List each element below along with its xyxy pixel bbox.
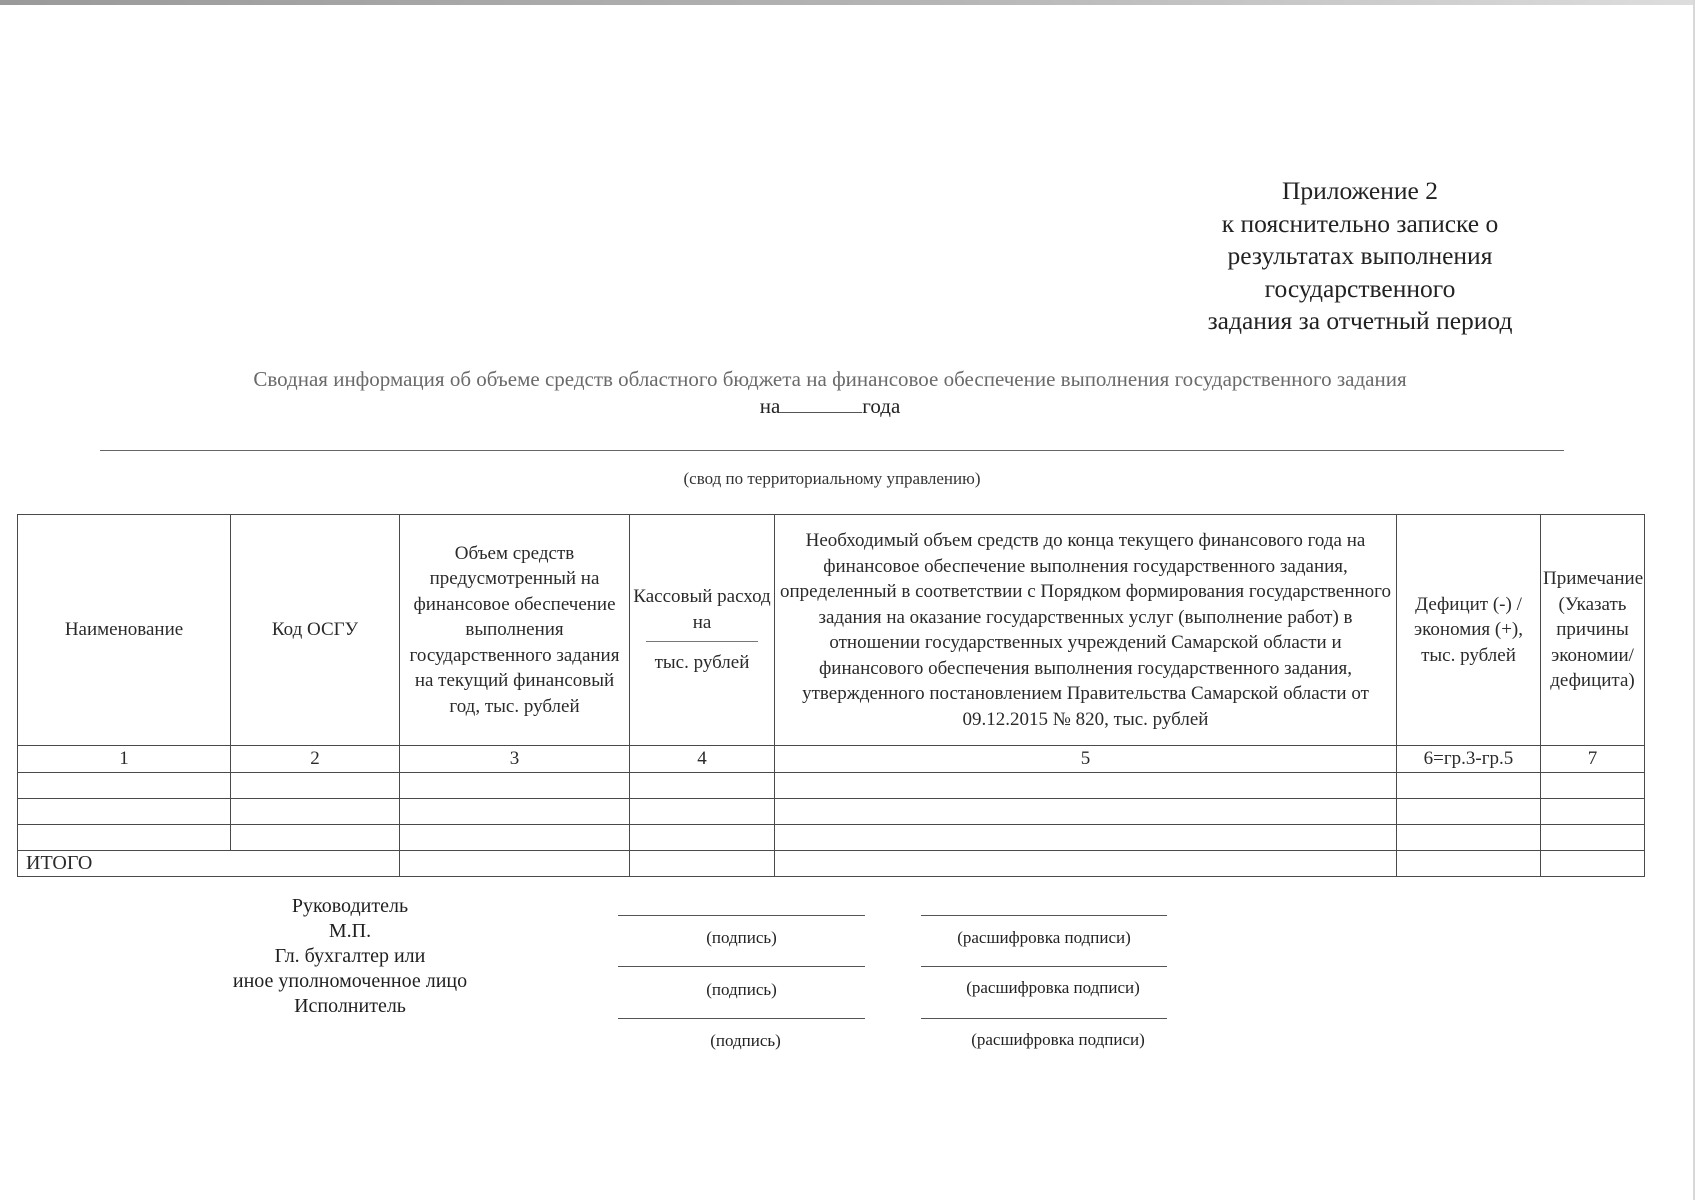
signature-caption: (подпись) (706, 980, 777, 999)
col-number: 1 (18, 746, 231, 773)
report-table (17, 514, 1645, 877)
col-number: 7 (1541, 746, 1645, 773)
column-number-row (18, 746, 1645, 773)
table-cell[interactable] (775, 850, 1397, 877)
signature-line[interactable] (618, 966, 865, 967)
col-number: 2 (231, 746, 400, 773)
decode-caption: (расшифровка подписи) (957, 928, 1131, 947)
col-header-deficit: Дефицит (-) / экономия (+), тыс. рублей (1397, 515, 1541, 746)
total-row (18, 850, 1645, 877)
role-head: Руководитель (291, 895, 409, 917)
table-cell[interactable] (18, 798, 231, 824)
signature-caption: (подпись) (710, 1031, 781, 1050)
signature-line[interactable] (618, 1018, 865, 1019)
table-cell[interactable] (231, 798, 400, 824)
col-number: 3 (400, 746, 630, 773)
table-cell[interactable] (630, 824, 775, 850)
signature-line[interactable] (618, 915, 865, 916)
role-stamp: М.П. (328, 920, 372, 942)
table-header-row (18, 515, 1645, 746)
table-cell[interactable] (231, 824, 400, 850)
cash-header-top: Кассовый расход на (633, 586, 771, 633)
table-cell[interactable] (1397, 798, 1541, 824)
table-cell[interactable] (400, 772, 630, 798)
table-cell[interactable] (18, 772, 231, 798)
col-number: 5 (775, 746, 1397, 773)
table-row (18, 824, 1645, 850)
table-cell[interactable] (1541, 772, 1645, 798)
heading-suffix: года (862, 394, 901, 418)
role-chief-accountant: Гл. бухгалтер или (274, 945, 426, 967)
table-cell[interactable] (18, 824, 231, 850)
heading-line: Сводная информация об объеме средств областного бюджета на финансовое обеспечение выполнения государственного задания (253, 367, 1407, 391)
table-row (18, 772, 1645, 798)
table-cell[interactable] (231, 772, 400, 798)
cash-header-bottom: тыс. рублей (654, 652, 750, 674)
appendix-block (1150, 175, 1570, 338)
territorial-line (100, 450, 1564, 451)
table-cell[interactable] (400, 798, 630, 824)
col-header-name: Наименование (18, 515, 231, 746)
appendix-line: государственного (1264, 273, 1456, 303)
col-number: 6=гр.3-гр.5 (1397, 746, 1541, 773)
year-blank-field (780, 394, 862, 413)
col-header-cash (630, 515, 775, 746)
col-header-required: Необходимый объем средств до конца текущего финансового года на финансовое обеспечение выполнения государственного задания, определенный в соответствии с Порядком формирования государственного задания на оказание государственных услуг (выполнение работ) в отношении государственных учреждений Самарской области и финансового обеспечения выполнения государственного задания, утвержденного постановлением Правительства Самарской области от 09.12.2015 № 820, тыс. рублей (775, 515, 1397, 746)
col-header-code: Код ОСГУ (231, 515, 400, 746)
decode-line[interactable] (921, 1018, 1167, 1019)
table-cell[interactable] (400, 850, 630, 877)
table-cell[interactable] (1541, 798, 1645, 824)
document-heading (100, 366, 1560, 420)
appendix-line: результатах выполнения (1227, 241, 1493, 270)
col-number: 4 (630, 746, 775, 773)
table-cell[interactable] (630, 850, 775, 877)
table-cell[interactable] (1541, 850, 1645, 877)
decode-line[interactable] (921, 915, 1167, 916)
scan-top-edge (0, 0, 1695, 5)
table-cell[interactable] (1541, 824, 1645, 850)
decode-line[interactable] (921, 966, 1167, 967)
signature-caption: (подпись) (706, 928, 777, 947)
appendix-line: задания за отчетный период (1207, 306, 1513, 335)
decode-caption: (расшифровка подписи) (966, 978, 1140, 997)
heading-prefix: на (759, 394, 781, 418)
decode-caption: (расшифровка подписи) (971, 1030, 1145, 1049)
signatory-roles (190, 894, 510, 1019)
appendix-line: Приложение 2 (1282, 176, 1438, 205)
heading-period-line (100, 393, 1560, 420)
table-cell[interactable] (1397, 772, 1541, 798)
role-authorized-person: иное уполномоченное лицо (232, 970, 468, 992)
total-label: ИТОГО (18, 850, 400, 877)
cash-date-blank (646, 641, 758, 642)
appendix-line: к пояснительно записке о (1221, 208, 1499, 238)
col-header-note: Примечание (Указать причины экономии/ дефицита) (1541, 515, 1645, 746)
table-cell[interactable] (400, 824, 630, 850)
territorial-caption: (свод по территориальному управлению) (683, 469, 981, 488)
table-cell[interactable] (630, 798, 775, 824)
table-cell[interactable] (775, 798, 1397, 824)
table-cell[interactable] (1397, 850, 1541, 877)
table-cell[interactable] (775, 824, 1397, 850)
table-row (18, 798, 1645, 824)
table-cell[interactable] (775, 772, 1397, 798)
table-cell[interactable] (630, 772, 775, 798)
col-header-volume: Объем средств предусмотренный на финансовое обеспечение выполнения государственного задания на текущий финансовый год, тыс. рублей (400, 515, 630, 746)
role-executor: Исполнитель (294, 995, 406, 1017)
table-cell[interactable] (1397, 824, 1541, 850)
